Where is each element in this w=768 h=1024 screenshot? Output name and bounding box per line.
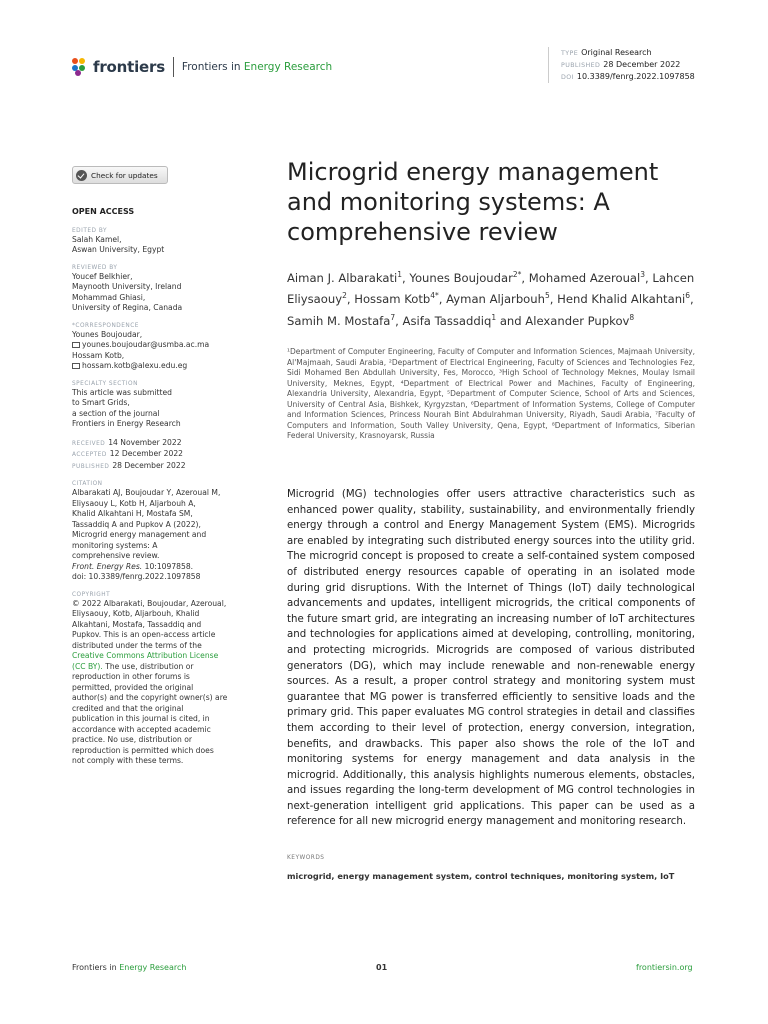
citation-line: Microgrid energy management and: [72, 530, 207, 539]
reviewer-affiliation: Maynooth University, Ireland: [72, 282, 182, 291]
edited-by-label: EDITED BY: [72, 227, 108, 234]
copyright-line: © 2022 Albarakati, Boujoudar, Azeroual,: [72, 598, 227, 608]
copyright-line: Eliysaouy, Kotb, Aljarbouh, Khalid: [72, 609, 200, 618]
received-date: RECEIVED 14 November 2022: [72, 437, 182, 447]
email-link[interactable]: younes.boujoudar@usmba.ac.ma: [72, 340, 242, 351]
affiliation-marker: 6: [685, 291, 691, 301]
journal-name: Frontiers in Energy Research: [181, 61, 333, 73]
affiliations: ¹Department of Computer Engineering, Faculty of Computer and Information Sciences, Majmaah University, Al'Majmaah, Saudi Arabia, ²Department of Electrical Engineering, Faculty of Sciences and Technologies Fez, Sidi Mohamed Ben Abdullah University, Fes, Morocco, ³High School of Technology Meknes, Moulay Ismail University, Meknes, Egypt, ⁴Department of Electrical Power and Machines, Faculty of Engineering, Alexandria University, Alexandria, Egypt, ⁵Department of Computer Science, School of Arts and Sciences, University of Central Asia, Bishkek, Kyrgyzstan, ⁶Department of Information Systems, College of Computer and Information Sciences, Princess Nourah Bint Abdulrahman University, Riyadh, Saudi Arabia, ⁷Faculty of Computers and Information, South Valley University, Qena, Egypt, ⁸Department of Informatics, Siberian Federal University, Krasnoyarsk, Russia: [287, 347, 695, 440]
citation-line: Albarakati AJ, Boujoudar Y, Azeroual M,: [72, 488, 221, 497]
copyright-line: author(s) and the copyright owner(s) are: [72, 693, 228, 702]
copyright-line: distributed under the terms of the: [72, 640, 202, 650]
copyright-line: Alkahtani, Mostafa, Tassaddiq and: [72, 619, 202, 629]
accepted-date: ACCEPTED 12 December 2022: [72, 449, 183, 458]
email-link[interactable]: hossam.kotb@alexu.edu.eg: [72, 361, 242, 372]
copyright-label: COPYRIGHT: [72, 591, 111, 598]
citation-line: comprehensive review.: [72, 551, 160, 560]
article-sidebar: [72, 207, 242, 767]
logo-divider: [173, 57, 174, 77]
published-date: PUBLISHED 28 December 2022: [72, 460, 186, 470]
published-date: 28 December 2022: [603, 60, 681, 69]
page-number: 01: [376, 963, 388, 972]
reviewer-name: Mohammad Ghiasi,: [72, 292, 146, 302]
reviewer-name: Youcef Belkhier,: [72, 271, 133, 281]
editor-affiliation: Aswan University, Egypt: [72, 245, 165, 254]
doi-link[interactable]: 10.3389/fenrg.2022.1097858: [576, 72, 695, 81]
affiliation-marker: 4*: [430, 291, 439, 301]
license-link[interactable]: Creative Commons Attribution License: [72, 651, 219, 660]
citation-line: Front. Energy Res. 10:1097858.: [72, 561, 194, 571]
affiliation-marker: 7: [390, 312, 396, 322]
author-name: Mohamed Azeroual: [528, 270, 641, 285]
author-name: and Alexander Pupkov: [499, 313, 630, 328]
correspondence-label: *CORRESPONDENCE: [72, 322, 139, 329]
copyright-line: publication in this journal is cited, in: [72, 714, 210, 723]
copyright-line: Pupkov. This is an open-access article: [72, 630, 216, 639]
keywords: microgrid, energy management system, control techniques, monitoring system, IoT: [287, 871, 675, 881]
copyright-line: not comply with these terms.: [72, 756, 184, 765]
affiliation-marker: 2: [342, 291, 347, 301]
author-name: Hossam Kotb: [354, 292, 431, 307]
specialty-section-label: SPECIALTY SECTION: [72, 380, 138, 387]
citation-label: CITATION: [72, 481, 103, 487]
copyright-line: permitted, provided the original: [72, 682, 194, 692]
reviewed-by-label: REVIEWED BY: [72, 264, 118, 271]
citation-doi[interactable]: doi: 10.3389/fenrg.2022.1097858: [72, 572, 201, 581]
frontiers-logo[interactable]: [72, 57, 332, 77]
author-list: Aiman J. Albarakati$^1$, Younes Boujoudar$^{2*}$, Mohamed Azeroual$^3$, Lahcen Eliysaouy$^2$, Hossam Kotb$^{4*}$, Ayman Aljarbouh$^5$, Hend Khalid Alkahtani$^6$, Samih M. Mostafa$^7$, Asifa Tassaddiq$^1$ and Alexander Pupkov$^8$: [287, 270, 695, 328]
reviewer-affiliation: University of Regina, Canada: [72, 303, 183, 312]
specialty-line: Frontiers in Energy Research: [72, 419, 181, 428]
author-name: Ayman Aljarbouh: [446, 292, 545, 307]
affiliation-marker: 8: [629, 312, 635, 322]
specialty-line: This article was submitted: [72, 387, 172, 397]
specialty-line: to Smart Grids,: [72, 398, 130, 407]
footer-site-link[interactable]: frontiersin.org: [636, 963, 693, 972]
author-name: Samih M. Mostafa: [287, 313, 391, 328]
email-icon: [72, 342, 80, 348]
copyright-line: reproduction is permitted which does: [72, 745, 214, 755]
author-name: Lahcen Eliysaouy: [287, 270, 695, 307]
copyright-line: accordance with accepted academic: [72, 724, 211, 734]
footer-journal: Frontiers in Energy Research: [72, 963, 187, 972]
article-type: Original Research: [581, 48, 652, 57]
keywords-label: KEYWORDS: [287, 855, 325, 861]
email-icon: [72, 363, 80, 369]
citation-line: Tassaddiq A and Pupkov A (2022),: [72, 519, 201, 529]
license-link[interactable]: (CC BY).: [72, 661, 103, 671]
author-name: Younes Boujoudar: [409, 270, 513, 285]
copyright-line: (CC BY). The use, distribution or: [72, 661, 194, 671]
corresponding-author: Hossam Kotb,: [72, 350, 125, 360]
check-for-updates-button[interactable]: Check for updates: [72, 166, 168, 184]
open-access-label: OPEN ACCESS: [72, 207, 135, 216]
copyright-line: reproduction in other forums is: [72, 672, 190, 681]
affiliation-marker: 3: [640, 270, 646, 279]
copyright-line: practice. No use, distribution or: [72, 735, 192, 744]
corresponding-author: Younes Boujoudar,: [72, 329, 143, 339]
affiliation-marker: 5: [544, 291, 550, 301]
author-name: Hend Khalid Alkahtani: [557, 292, 686, 307]
abstract: Microgrid (MG) technologies offer users attractive characteristics such as enhanced power quality, stability, sustainability, and environmentally friendly energy through a control and Energy Management System (EMS). Microgrids are enabled by integrating such distributed energy sources into the utility grid. The microgrid concept is proposed to create a self-contained system composed of distributed energy resources capable of operating in an isolated mode during grid disruptions. With the Internet of Things (IoT) daily technological advancements and updates, intelligent microgrids, the critical components of the future smart grid, are integrating an increasing number of IoT architectures and technologies for applications aimed at developing, controlling, monitoring, and protecting microgrids. Microgrids are composed of various distributed generators (DG), which may include renewable and non-renewable energy sources. As a result, a proper control strategy and monitoring system must guarantee that MG power is transferred efficiently to sensitive loads and the primary grid. This paper evaluates MG control strategies in detail and classifies them according to their level of protection, energy conversion, integration, benefits, and drawbacks. This paper also shows the role of the IoT and monitoring systems for energy management and data analysis in the microgrid. Additionally, this analysis highlights numerous elements, obstacles, and issues regarding the long-term development of MG control technologies in next-generation intelligent grid applications. This paper can be used as a reference for all new microgrid energy management and monitoring research.: [287, 489, 695, 828]
logo-wordmark: frontiers: [93, 58, 165, 76]
check-circle-icon: [76, 170, 87, 181]
article-title: Microgrid energy management and monitoring systems: A comprehensive review: [287, 158, 659, 246]
frontiers-logo-icon: [72, 58, 90, 76]
citation-line: monitoring systems: A: [72, 540, 158, 550]
article-meta: TYPE Original Research PUBLISHED 28 December 2022 DOI 10.3389/fenrg.2022.1097858: [548, 47, 695, 83]
author-name: Aiman J. Albarakati: [287, 270, 398, 285]
citation-line: Eliysaouy L, Kotb H, Aljarbouh A,: [72, 498, 196, 508]
author-name: Asifa Tassaddiq: [402, 313, 492, 328]
affiliation-marker: 2*: [512, 270, 522, 279]
affiliation-marker: 1: [397, 270, 403, 279]
affiliation-marker: 1: [491, 312, 497, 322]
copyright-line: credited and that the original: [72, 703, 184, 713]
specialty-line: a section of the journal: [72, 408, 160, 418]
citation-line: Khalid Alkahtani H, Mostafa SM,: [72, 509, 193, 518]
editor-name: Salah Kamel,: [72, 234, 122, 244]
